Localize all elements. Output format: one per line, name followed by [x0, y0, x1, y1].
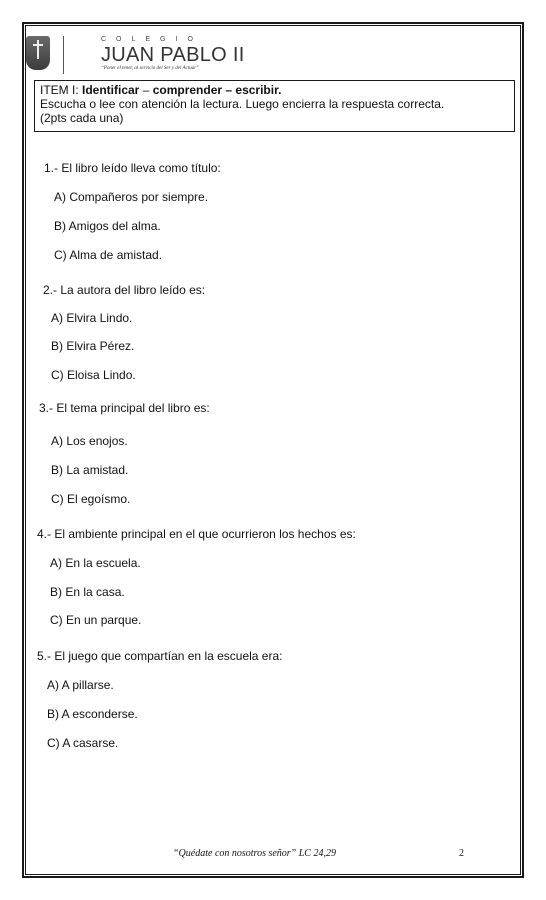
question-3-option-c[interactable]: C) El egoísmo. — [51, 492, 131, 506]
question-5-option-b[interactable]: B) A esconderse. — [47, 707, 138, 721]
item-prefix: ITEM I: — [40, 83, 82, 97]
question-5-option-a[interactable]: A) A pillarse. — [47, 678, 114, 692]
question-1-option-c[interactable]: C) Alma de amistad. — [54, 248, 163, 262]
colegio-label: COLEGIO — [101, 36, 203, 43]
question-3-option-b[interactable]: B) La amistad. — [51, 463, 129, 477]
question-3: 3.- El tema principal del libro es: — [39, 401, 210, 415]
question-5: 5.- El juego que compartían en la escuela era: — [37, 649, 283, 663]
question-2-option-a[interactable]: A) Elvira Lindo. — [51, 311, 133, 325]
question-1-option-b[interactable]: B) Amigos del alma. — [54, 219, 161, 233]
question-2-option-b[interactable]: B) Elvira Pérez. — [51, 339, 135, 353]
school-name: JUAN PABLO II — [101, 44, 245, 66]
question-4-option-a[interactable]: A) En la escuela. — [50, 556, 141, 570]
instructions-text: Escucha o lee con atención la lectura. Luego encierra la respuesta correcta. — [40, 97, 445, 111]
cross-crest-icon — [26, 36, 50, 70]
question-4: 4.- El ambiente principal en el que ocurrieron los hechos es: — [37, 527, 356, 541]
school-logo — [26, 36, 296, 76]
instructions-title — [40, 83, 509, 97]
question-2-option-c[interactable]: C) Eloisa Lindo. — [51, 368, 136, 382]
logo-divider — [63, 36, 64, 74]
question-5-option-c[interactable]: C) A casarse. — [47, 736, 119, 750]
skill-comprehend-write: comprender – escribir. — [152, 83, 282, 97]
school-motto: “Poner el tener, al servicio del Ser y del Actuar” — [101, 66, 199, 71]
question-1: 1.- El libro leído lleva como título: — [44, 161, 221, 175]
question-1-option-a[interactable]: A) Compañeros por siempre. — [54, 190, 209, 204]
question-4-option-b[interactable]: B) En la casa. — [50, 585, 125, 599]
skill-separator: – — [139, 83, 153, 97]
question-4-option-c[interactable]: C) En un parque. — [50, 613, 142, 627]
question-2: 2.- La autora del libro leído es: — [43, 283, 206, 297]
footer-quote: “Quédate con nosotros señor” LC 24,29 — [173, 848, 336, 859]
question-3-option-a[interactable]: A) Los enojos. — [51, 434, 128, 448]
skill-identify: Identificar — [82, 83, 140, 97]
instructions-points: (2pts cada una) — [40, 111, 124, 125]
instructions-box — [34, 80, 515, 132]
page-number: 2 — [459, 848, 464, 859]
